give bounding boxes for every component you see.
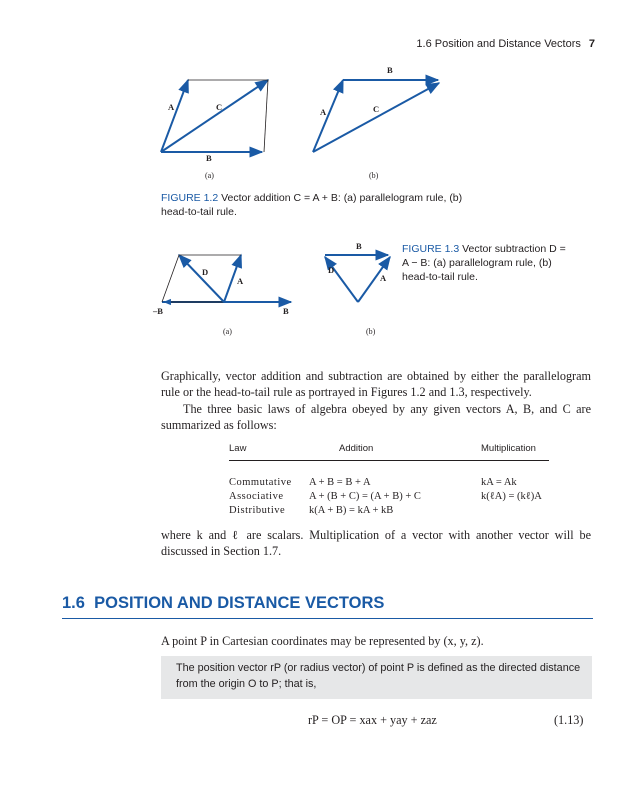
- vector-c: [161, 80, 268, 152]
- fig12a-diagram: [161, 80, 268, 180]
- table-cell: [481, 503, 549, 517]
- body-paragraph-3: where k and ℓ are scalars. Multiplication of a vector with another vector will be discussed in Section 1.7.: [161, 528, 591, 559]
- vector-c: [313, 83, 439, 152]
- page-number: 7: [588, 38, 595, 50]
- table-cell: k(A + B) = kA + kB: [309, 504, 394, 516]
- col-header-multiplication: Multiplication: [481, 443, 549, 461]
- sub-a: (a): [205, 171, 214, 180]
- label-c: C: [373, 104, 380, 114]
- label-b: B: [356, 241, 362, 251]
- section-rule: [62, 618, 593, 619]
- table-cell: kA = Ak: [481, 476, 517, 488]
- caption-label: FIGURE 1.3: [402, 243, 460, 255]
- label-d: D: [328, 265, 335, 275]
- label-b: B: [387, 65, 393, 75]
- vector-d: [179, 255, 224, 302]
- label-a: A: [237, 276, 244, 286]
- fig12b-diagram: [313, 65, 439, 180]
- label-a: A: [320, 107, 327, 117]
- section-heading: [62, 594, 384, 613]
- body-paragraph-1: Graphically, vector addition and subtraction are obtained by either the parallelogram rule or the head-to-tail rule as portrayed in Figures 1.2 and 1.3, respectively.: [161, 369, 591, 400]
- table-cell: Commutative: [229, 476, 292, 488]
- col-header-addition: Addition: [309, 443, 481, 461]
- equation-number: (1.13): [554, 713, 584, 727]
- table-header-row: [229, 443, 549, 461]
- section-number: 1.6: [62, 594, 85, 612]
- table-row: [229, 503, 549, 517]
- fig13b-diagram: [325, 241, 390, 336]
- sub-b: (b): [366, 327, 376, 336]
- label-c: C: [216, 102, 223, 112]
- vector-a: [313, 80, 343, 152]
- vector-d: [325, 257, 358, 302]
- fig13a-diagram: [152, 255, 291, 336]
- figure-1-2-caption: [161, 191, 471, 219]
- label-b: B: [283, 306, 289, 316]
- definition-text: The position vector rP (or radius vector) of point P is defined as the directed distance from the origin O to P; that is,: [176, 662, 581, 690]
- side-line: [162, 255, 179, 302]
- col-header-law: Law: [229, 443, 309, 461]
- section-title: POSITION AND DISTANCE VECTORS: [94, 594, 385, 612]
- table-cell: A + (B + C) = (A + B) + C: [309, 490, 421, 502]
- figure-1-3-caption: [402, 242, 572, 284]
- label-a: A: [168, 102, 175, 112]
- table-cell: k(ℓA) = (kℓ)A: [481, 490, 542, 502]
- caption-label: FIGURE 1.2: [161, 192, 219, 204]
- label-d: D: [202, 267, 209, 277]
- caption-text: Vector addition C = A + B: (a) parallelogram rule, (b) head-to-tail rule.: [161, 192, 463, 218]
- equation: rP = OP = xax + yay + zaz: [308, 713, 437, 727]
- table-row: [229, 489, 549, 503]
- label-a: A: [380, 273, 387, 283]
- table-cell: Distributive: [229, 504, 286, 516]
- header-section: 1.6 Position and Distance Vectors: [416, 38, 581, 50]
- intro-paragraph: A point P in Cartesian coordinates may be represented by (x, y, z).: [161, 634, 484, 648]
- side-line: [264, 80, 268, 152]
- label-b: B: [206, 153, 212, 163]
- body-paragraph-2: The three basic laws of algebra obeyed by any given vectors A, B, and C are summarized as follows:: [161, 402, 591, 433]
- label-neg-b: –B: [153, 306, 163, 316]
- algebra-laws-table: [229, 443, 549, 517]
- vector-a: [161, 80, 188, 152]
- caption-text: Vector subtraction D = A − B: (a) parallelogram rule, (b) head-to-tail rule.: [402, 243, 566, 283]
- table-row: [229, 475, 549, 489]
- table-cell: A + B = B + A: [309, 476, 371, 488]
- sub-b: (b): [369, 171, 379, 180]
- sub-a: (a): [223, 327, 232, 336]
- table-cell: Associative: [229, 490, 284, 502]
